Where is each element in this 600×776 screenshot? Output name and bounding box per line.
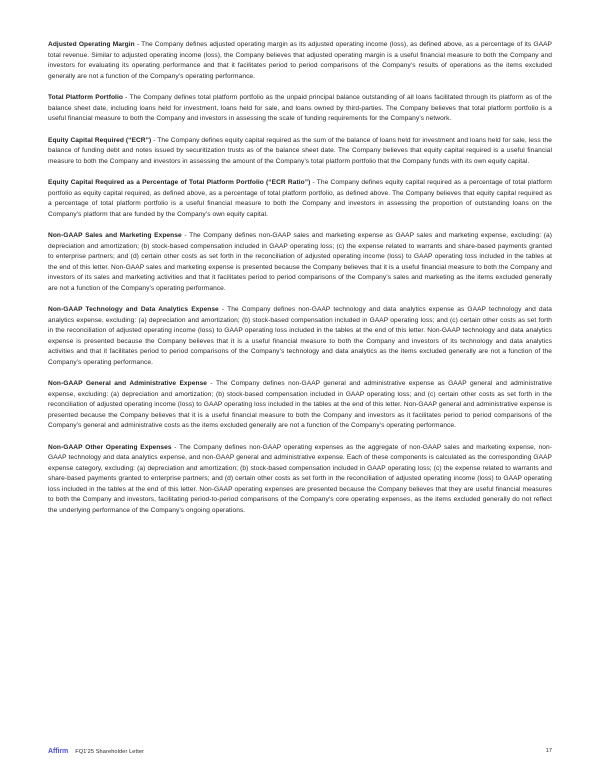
affirm-logo: Affirm [48,747,69,755]
paragraph-lead-term: Non-GAAP Sales and Marketing Expense [48,232,182,239]
paragraph-text: - The Company defines non-GAAP technology and data analytics expense as GAAP technology and data analytics expense, excluding: (a) depreciation and amortization; (b) stock-based compensation included in GAAP operating loss; and (c) certain other costs as set forth in the reconciliation of adjusted operating income (loss) to GAAP operating loss included in the tables at the end of this letter. Non-GAAP technology and data analytics expense is presented because the Company believes that it is a useful financial measure to both the Company and investors of its technology and data analytics activities and that it facilitates period to period comparisons of the Company’s technology and data analytics as the items excluded generally are not a function of the Company’s operating performance. [48,306,552,366]
page-footer [48,744,552,758]
paragraph-lead-term: Non-GAAP Other Operating Expenses [48,443,172,451]
paragraph-lead-term: Non-GAAP Technology and Data Analytics Expense [48,306,219,313]
paragraph-text: - The Company defines non-GAAP general and administrative expense as GAAP general and administrative expense, excluding: (a) depreciation and amortization; (b) stock-based compensation included in GAAP operating loss; and (c) certain other costs as set forth in the reconciliation of adjusted operating income (loss) to GAAP operating loss included in the tables at the end of this letter. Non-GAAP general and administrative expense is presented because the Company believes that it is a useful financial measure to both the Company and investors as it facilitates period to period comparisons of the Company’s general and administrative costs as the items excluded generally are not a function of the Company’s operating performance. [48,380,552,429]
paragraph-non-gaap-technology-and-data-analytics [48,305,552,368]
paragraph-lead-term: Total Platform Portfolio [48,94,123,101]
paragraph-total-platform-portfolio [48,93,552,125]
paragraph-lead-term: Equity Capital Required (“ECR”) [48,136,152,144]
document-body [48,40,552,516]
paragraph-text: - The Company defines equity capital required as a percentage of total platform portfolio as equity capital required, as defined above, as a percentage of total platform portfolio, as defined above. The Company believes that equity capital required as a percentage of total platform portfolio is a useful financial measure to both the Company and investors in assessing the proportion of outstanding loans on the Company’s platform that are funded by the Company’s own equity capital. [48,179,552,218]
paragraph-adjusted-operating-margin [48,40,552,82]
paragraph-equity-capital-required [48,136,552,168]
paragraph-ecr-ratio [48,178,552,220]
footer-document-label: FQ1'25 Shareholder Letter [75,748,145,755]
paragraph-lead-term: Adjusted Operating Margin [48,41,135,48]
paragraph-lead-term: Non-GAAP General and Administrative Expense [48,380,208,387]
paragraph-non-gaap-sales-and-marketing [48,231,552,294]
footer-left-group [48,748,144,755]
paragraph-non-gaap-general-and-administrative [48,379,552,432]
paragraph-text: - The Company defines total platform portfolio as the unpaid principal balance outstanding of all loans facilitated through its platform as of the balance sheet date, including loans held for investment, loans held for sale, and loans owned by third-parties. The Company believes that total platform portfolio is a useful financial measure to both the Company and investors in assessing the scale of funding requirements for the Company’s network. [48,94,553,122]
paragraph-lead-term: Equity Capital Required as a Percentage of Total Platform Portfolio (“ECR Ratio”) [48,179,311,186]
paragraph-text: - The Company defines non-GAAP operating expenses as the aggregate of non-GAAP sales and marketing expense, non-GAAP technology and data analytics expense, and non-GAAP general and administrative expense. Each of these components is calculated as the corresponding GAAP expense category, excluding: (a) depreciation and amortization; (b) stock-based compensation included in GAAP operating loss; (c) the expense related to warrants and share-based payments granted to enterprise partners; and (d) certain other costs as set forth in the reconciliation of adjusted operating income (loss) to GAAP operating loss included in the tables at the end of this letter. Non-GAAP operating expenses are presented because the Company believes that they are useful financial measures to both the Company and investors, facilitating period-to-period comparisons of the Company’s core operating expenses, as the items excluded generally do not reflect the underlying performance of the Company’s ongoing operations. [48,443,552,514]
paragraph-text: - The Company defines non-GAAP sales and marketing expense as GAAP sales and marketing expense, excluding: (a) depreciation and amortization; (b) stock-based compensation included in GAAP operating loss; (c) the expense related to warrants and share-based payments granted to enterprise partners; and (d) certain other costs as set forth in the reconciliation of adjusted operating income (loss) to GAAP operating loss included in the tables at the end of this letter. Non-GAAP sales and marketing expense is presented because the Company believes that it is a useful financial measure to both the Company and investors of its sales and marketing activities and that it facilitates period to period comparisons of the Company’s sales and marketing as the items excluded generally are not a function of the Company’s operating performance. [48,232,552,292]
page-number: 17 [545,748,552,754]
paragraph-text: - The Company defines adjusted operating margin as its adjusted operating income (loss), as defined above, as a percentage of its GAAP total revenue. Similar to adjusted operating income (loss), the Company believes that adjusted operating margin is a useful financial measure to both the Company and investors for evaluating its operating performance and that it facilitates period to period comparisons of the Company’s results of operations as the items excluded generally are not a function of the Company’s operating performance. [48,41,552,80]
paragraph-text: - The Company defines equity capital required as the sum of the balance of loans held for investment and loans held for sale, less the balance of funding debt and notes issued by securitization trusts as of the balance sheet date. The Company believes that equity capital required is a useful financial measure to both the Company and investors in assessing the amount of the Company’s total platform portfolio that the Company funds with its own equity capital. [48,136,552,165]
paragraph-non-gaap-other-operating-expenses [48,443,552,517]
